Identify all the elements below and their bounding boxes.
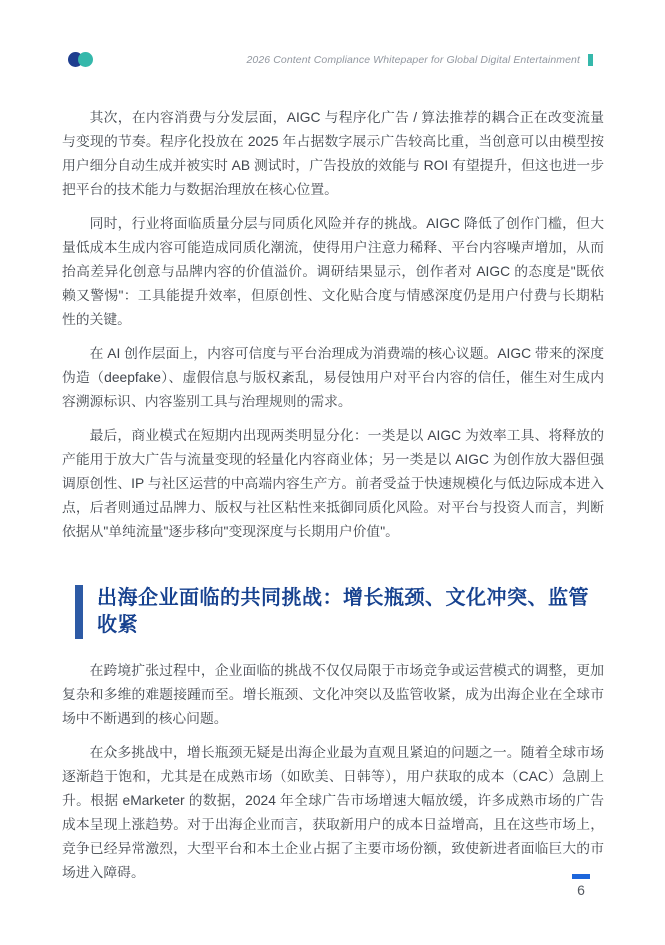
body-paragraph: 在众多挑战中，增长瓶颈无疑是出海企业最为直观且紧迫的问题之一。随着全球市场逐渐趋于饱和，尤其是在成熟市场（如欧美、日韩等），用户获取的成本（CAC）急剧上升。根据 eMarketer 的数据，2024 年全球广告市场增速大幅放缓，许多成熟市场的广告成本呈现上涨趋势。对于出海企业而言，获取新用户的成本日益增高，且在这些市场上，竞争已经异常激烈，大型平台和本土企业占据了主要市场份额，致使新进者面临巨大的市场进入障碍。 [62,745,604,880]
header-accent-bar [588,54,593,66]
logo-teal-circle-icon [78,52,93,67]
brand-logo [68,52,95,68]
body-paragraph: 最后，商业模式在短期内出现两类明显分化：一类是以 AIGC 为效率工具、将释放的产能用于放大广告与流量变现的轻量化内容商业体；另一类是以 AIGC 为创作放大器但强调原创性、IP 与社区运营的中高端内容生产方。前者受益于快速规模化与低边际成本进入点，后者则通过品牌力、版权与社区粘性来抵御同质化风险。对平台与投资人而言，判断依据从"单纯流量"逐步移向"变现深度与长期用户价值"。 [62,428,604,539]
section-heading: 出海企业面临的共同挑战：增长瓶颈、文化冲突、监管收紧 [97,587,589,636]
page-number-accent-bar [572,874,590,879]
section-heading-block [75,585,604,639]
body-paragraph: 其次，在内容消费与分发层面，AIGC 与程序化广告 / 算法推荐的耦合正在改变流量与变现的节奏。程序化投放在 2025 年占据数字展示广告较高比重，当创意可以由模型按用户细分自动生成并被实时 AB 测试时，广告投放的效能与 ROI 有望提升，但这也进一步把平台的技术能力与数据治理放在核心位置。 [62,110,604,197]
page-footer [570,874,592,899]
header-title: 2026 Content Compliance Whitepaper for Global Digital Entertainment [246,54,580,66]
body-paragraph: 在 AI 创作层面上，内容可信度与平台治理成为消费端的核心议题。AIGC 带来的深度伪造（deepfake）、虚假信息与版权紊乱，易侵蚀用户对平台内容的信任，催生对生成内容溯源标识、内容鉴别工具与治理规则的需求。 [62,346,604,409]
body-paragraph: 在跨境扩张过程中，企业面临的挑战不仅仅局限于市场竞争或运营模式的调整，更加复杂和多维的难题接踵而至。增长瓶颈、文化冲突以及监管收紧，成为出海企业在全球市场中不断遇到的核心问题。 [62,663,604,726]
document-content [62,106,604,895]
page-header [68,50,593,70]
heading-accent-bar [75,585,83,639]
page-number: 6 [577,882,585,898]
body-paragraph: 同时，行业将面临质量分层与同质化风险并存的挑战。AIGC 降低了创作门槛，但大量低成本生成内容可能造成同质化潮流，使得用户注意力稀释、平台内容噪声增加，从而抬高差异化创意与品牌内容的价值溢价。调研结果显示，创作者对 AIGC 的态度是"既依赖又警惕"：工具能提升效率，但原创性、文化贴合度与情感深度仍是用户付费与长期粘性的关键。 [62,216,604,327]
header-right [246,54,593,66]
